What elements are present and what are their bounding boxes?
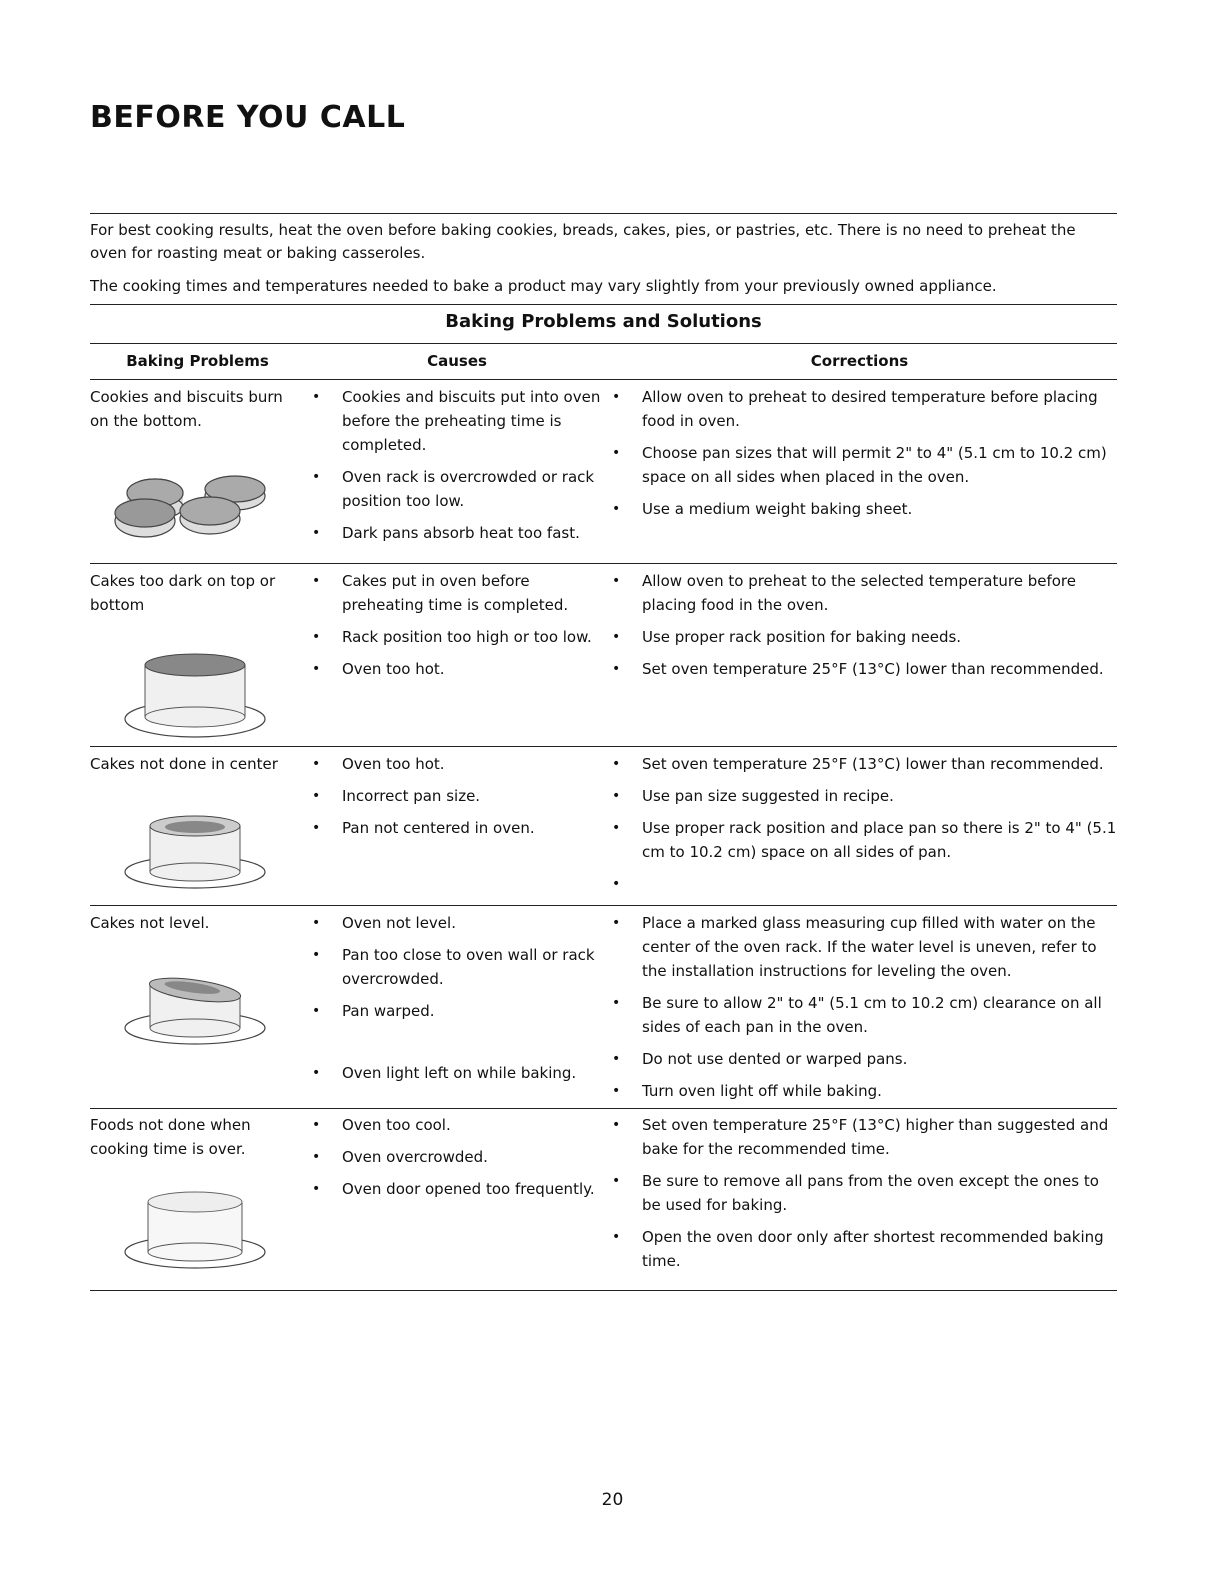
- cause-item: • Incorrect pan size.: [312, 784, 602, 808]
- corrections-list: [612, 569, 1117, 689]
- problem-text: Cakes not level.: [90, 914, 210, 932]
- pale-cake-image: [110, 1188, 280, 1273]
- causes-list: [312, 569, 602, 689]
- cause-item: • Oven overcrowded.: [312, 1145, 602, 1169]
- row-rule: [90, 905, 1117, 906]
- correction-item: • Open the oven door only after shortest recommended baking time.: [612, 1225, 1117, 1273]
- table-bottom-rule: [90, 1290, 1117, 1291]
- correction-item: • Set oven temperature 25°F (13°C) lower than recommended.: [612, 752, 1117, 776]
- correction-item: • Choose pan sizes that will permit 2" to 4" (5.1 cm to 10.2 cm) space on all sides when placed in the oven.: [612, 441, 1117, 489]
- sunken-cake-image: [110, 812, 280, 892]
- correction-item: • Do not use dented or warped pans.: [612, 1047, 1117, 1071]
- table-title: Baking Problems and Solutions: [445, 311, 762, 332]
- tilted-cake-image: [110, 966, 280, 1051]
- cause-item: • Pan not centered in oven.: [312, 816, 602, 840]
- row-rule: [90, 746, 1117, 747]
- cookies-on-pans-image: [110, 463, 280, 553]
- problem-text: Cakes not done in center: [90, 755, 278, 773]
- dark-cake-image: [110, 647, 280, 742]
- cause-item: • Oven rack is overcrowded or rack position too low.: [312, 465, 602, 513]
- correction-item: • Turn oven light off while baking.: [612, 1079, 1117, 1103]
- header-baking-problems: Baking Problems: [126, 352, 269, 370]
- corrections-list: [612, 752, 1117, 872]
- cause-item: • Pan warped.: [312, 999, 602, 1023]
- intro-paragraph-1: For best cooking results, heat the oven before baking cookies, breads, cakes, pies, or pastries, etc. There is no need to preheat the oven for roasting meat or baking casseroles.: [90, 221, 1076, 262]
- correction-item: • Use pan size suggested in recipe.: [612, 784, 1117, 808]
- cause-item: • Oven too hot.: [312, 752, 602, 776]
- correction-item: • Be sure to remove all pans from the oven except the ones to be used for baking.: [612, 1169, 1117, 1217]
- correction-item: • Use proper rack position and place pan so there is 2" to 4" (5.1 cm to 10.2 cm) space on all sides of pan.: [612, 816, 1117, 864]
- intro-paragraph-2: The cooking times and temperatures needed to bake a product may vary slightly from your previously owned appliance.: [90, 277, 997, 295]
- correction-item: • Use a medium weight baking sheet.: [612, 497, 1117, 521]
- cause-item: • Oven door opened too frequently.: [312, 1177, 602, 1201]
- correction-item: • Set oven temperature 25°F (13°C) lower than recommended.: [612, 657, 1117, 681]
- problem-text: Foods not done when cooking time is over.: [90, 1116, 251, 1158]
- cause-item: • Cookies and biscuits put into oven before the preheating time is completed.: [312, 385, 602, 457]
- page-title: BEFORE YOU CALL: [90, 100, 406, 135]
- header-causes: Causes: [427, 352, 487, 370]
- row-rule: [90, 563, 1117, 564]
- corrections-list: [612, 911, 1117, 1111]
- causes-list: [312, 911, 602, 1093]
- cause-item: • Rack position too high or too low.: [312, 625, 602, 649]
- correction-item: • Be sure to allow 2" to 4" (5.1 cm to 10.2 cm) clearance on all sides of each pan in the oven.: [612, 991, 1117, 1039]
- cause-item: • Oven not level.: [312, 911, 602, 935]
- top-rule: [90, 213, 1117, 214]
- correction-item: • Use proper rack position for baking needs.: [612, 625, 1117, 649]
- correction-item: • Allow oven to preheat to desired temperature before placing food in oven.: [612, 385, 1117, 433]
- header-corrections: Corrections: [810, 352, 909, 370]
- correction-item: • Place a marked glass measuring cup filled with water on the center of the oven rack. If the water level is uneven, refer to the installation instructions for leveling the oven.: [612, 911, 1117, 983]
- cause-item: • Oven light left on while baking.: [312, 1061, 602, 1085]
- title-rule: [90, 343, 1117, 344]
- correction-item: • Allow oven to preheat to the selected temperature before placing food in the oven.: [612, 569, 1117, 617]
- causes-list: [312, 752, 602, 848]
- problem-text: Cookies and biscuits burn on the bottom.: [90, 388, 283, 430]
- cause-item: • Dark pans absorb heat too fast.: [312, 521, 602, 545]
- correction-item: • Set oven temperature 25°F (13°C) higher than suggested and bake for the recommended time.: [612, 1113, 1117, 1161]
- causes-list: [312, 1113, 602, 1209]
- header-rule: [90, 379, 1117, 380]
- cause-item: • Cakes put in oven before preheating time is completed.: [312, 569, 602, 617]
- causes-list: [312, 385, 602, 553]
- page-number: 20: [601, 1490, 624, 1510]
- cause-item: • Pan too close to oven wall or rack overcrowded.: [312, 943, 602, 991]
- corrections-list: [612, 385, 1117, 529]
- cause-item: • Oven too hot.: [312, 657, 602, 681]
- corrections-list: [612, 1113, 1117, 1281]
- cause-item: • Oven too cool.: [312, 1113, 602, 1137]
- table-top-rule: [90, 304, 1117, 305]
- row-rule: [90, 1108, 1117, 1109]
- problem-text: Cakes too dark on top or bottom: [90, 572, 276, 614]
